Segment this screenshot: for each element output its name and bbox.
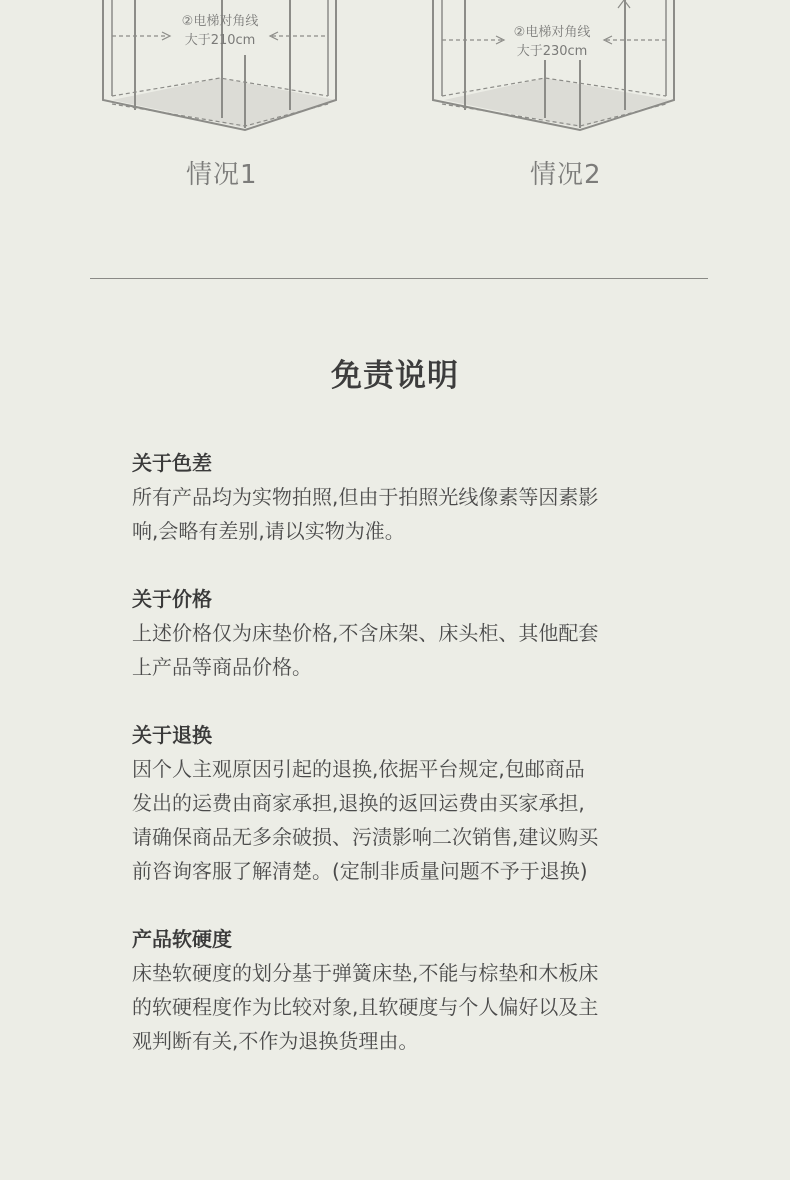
case-1-caption: 情况1 — [186, 160, 258, 190]
elevator-diagram-2 — [430, 0, 678, 140]
elevator-drawing-2 — [430, 0, 678, 140]
section-body: 所有产品均为实物拍照,但由于拍照光线像素等因素影 响,会略有差别,请以实物为准。 — [132, 485, 599, 543]
page-title: 免责说明 — [331, 358, 459, 394]
section-heading: 关于退换 — [132, 723, 212, 747]
section-firmness — [132, 922, 652, 1058]
diagonal-label-line1: ②电梯对角线 — [181, 14, 259, 29]
case-2-caption: 情况2 — [530, 160, 602, 190]
section-heading: 关于价格 — [132, 587, 212, 611]
section-body: 上述价格仅为床垫价格,不含床架、床头柜、其他配套 上产品等商品价格。 — [132, 621, 599, 679]
section-heading: 关于色差 — [132, 451, 212, 475]
elevator-drawing-1 — [100, 0, 340, 140]
diagonal-label-line1: ②电梯对角线 — [513, 25, 591, 40]
elevator-diagram-1 — [100, 0, 340, 140]
diagonal-label-line2: 大于230cm — [516, 44, 588, 59]
section-heading: 产品软硬度 — [132, 927, 232, 951]
diagonal-label-line2: 大于210cm — [184, 33, 256, 48]
section-color-difference — [132, 446, 652, 548]
section-returns — [132, 718, 652, 888]
section-price — [132, 582, 652, 684]
section-body: 因个人主观原因引起的退换,依据平台规定,包邮商品 发出的运费由商家承担,退换的返回运费由买家承担, 请确保商品无多余破损、污渍影响二次销售,建议购买 前咨询客服了解清楚。(定制非质量问题不予于退换) — [132, 757, 599, 883]
section-divider — [90, 278, 708, 279]
section-body: 床垫软硬度的划分基于弹簧床垫,不能与棕垫和木板床 的软硬程度作为比较对象,且软硬度与个人偏好以及主 观判断有关,不作为退换货理由。 — [132, 961, 599, 1053]
